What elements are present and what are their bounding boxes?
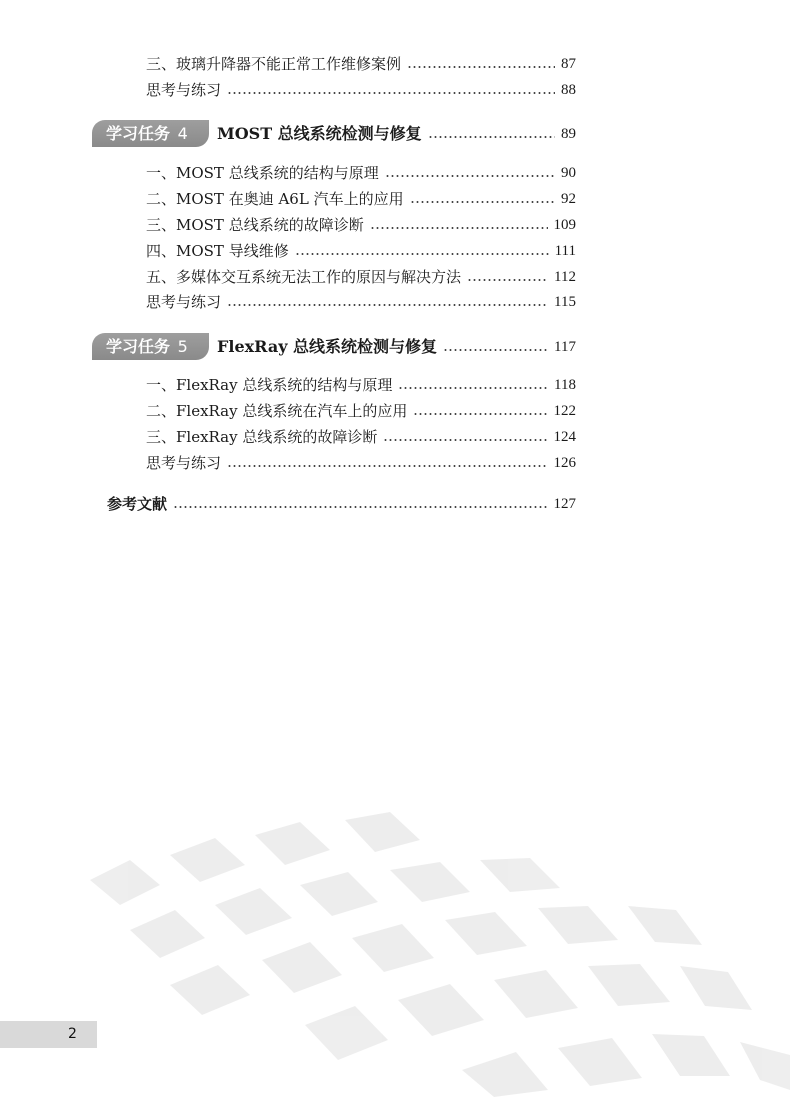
dot-leader	[410, 201, 555, 203]
task-badge-label: 学习任务	[106, 337, 171, 356]
toc-entry-page: 87	[561, 56, 576, 72]
toc-entry-label: 二、MOST 在奥迪 A6L 汽车上的应用	[146, 190, 404, 208]
task-badge-number: 5	[177, 337, 188, 356]
dot-leader	[173, 506, 547, 508]
dot-leader	[383, 439, 547, 441]
dot-leader	[428, 136, 555, 138]
task-page: 117	[554, 338, 576, 355]
toc-entry[interactable]	[146, 375, 576, 395]
toc-entry-page: 115	[554, 294, 576, 310]
dot-leader	[398, 387, 548, 389]
toc-entry-page: 126	[553, 455, 576, 471]
toc-entry[interactable]	[146, 163, 576, 183]
dot-leader	[227, 465, 547, 467]
references-label: 参考文献	[107, 495, 168, 513]
task-title: FlexRay 总线系统检测与修复	[217, 336, 438, 356]
task-badge-label: 学习任务	[106, 124, 171, 143]
task-page: 89	[561, 125, 576, 142]
task-badge	[92, 120, 209, 147]
dot-leader	[467, 279, 548, 281]
toc-entry-label: 思考与练习	[146, 454, 222, 472]
toc-entry-page: 118	[554, 377, 576, 393]
dot-leader	[413, 413, 547, 415]
references-entry[interactable]	[107, 494, 576, 514]
toc-entry-label: 思考与练习	[146, 81, 222, 99]
toc-entry-label: 三、FlexRay 总线系统的故障诊断	[146, 428, 378, 446]
task-title: MOST 总线系统检测与修复	[217, 123, 422, 143]
toc-entry-page: 109	[553, 217, 576, 233]
checkered-flag-decoration	[0, 780, 790, 1097]
toc-entry-label: 一、MOST 总线系统的结构与原理	[146, 164, 379, 182]
dot-leader	[227, 92, 555, 94]
toc-entry-label: 三、玻璃升降器不能正常工作维修案例	[146, 55, 402, 73]
dot-leader	[227, 304, 548, 306]
references-page: 127	[553, 496, 576, 512]
toc-entry[interactable]	[146, 215, 576, 235]
toc-entry-page: 122	[553, 403, 576, 419]
dot-leader	[407, 66, 555, 68]
task-badge-number: 4	[177, 124, 188, 143]
dot-leader	[443, 349, 548, 351]
toc-entry[interactable]	[146, 427, 576, 447]
toc-entry[interactable]	[146, 189, 576, 209]
toc-entry-label: 一、FlexRay 总线系统的结构与原理	[146, 376, 393, 394]
toc-entry-page: 112	[554, 269, 576, 285]
toc-entry[interactable]	[146, 54, 576, 74]
toc-entry-label: 二、FlexRay 总线系统在汽车上的应用	[146, 402, 408, 420]
toc-entry-label: 五、多媒体交互系统无法工作的原因与解决方法	[146, 268, 462, 286]
toc-entry-page: 90	[561, 165, 576, 181]
dot-leader	[385, 175, 555, 177]
toc-entry-label: 四、MOST 导线维修	[146, 242, 289, 260]
dot-leader	[370, 227, 548, 229]
toc-entry[interactable]	[146, 292, 576, 312]
toc-entry[interactable]	[146, 453, 576, 473]
toc-entry[interactable]	[146, 401, 576, 421]
toc-entry-page: 124	[553, 429, 576, 445]
page-number-tab	[0, 1021, 97, 1048]
page-number: 2	[68, 1026, 77, 1042]
task-heading[interactable]	[92, 333, 576, 360]
dot-leader	[295, 253, 549, 255]
toc-entry-page: 88	[561, 82, 576, 98]
toc-entry[interactable]	[146, 80, 576, 100]
toc-entry-label: 三、MOST 总线系统的故障诊断	[146, 216, 364, 234]
toc-entry-label: 思考与练习	[146, 293, 222, 311]
toc-entry[interactable]	[146, 267, 576, 287]
toc-entry-page: 92	[561, 191, 576, 207]
toc-entry-page: 111	[554, 243, 576, 259]
task-heading[interactable]	[92, 120, 576, 147]
toc-entry[interactable]	[146, 241, 576, 261]
task-badge	[92, 333, 209, 360]
